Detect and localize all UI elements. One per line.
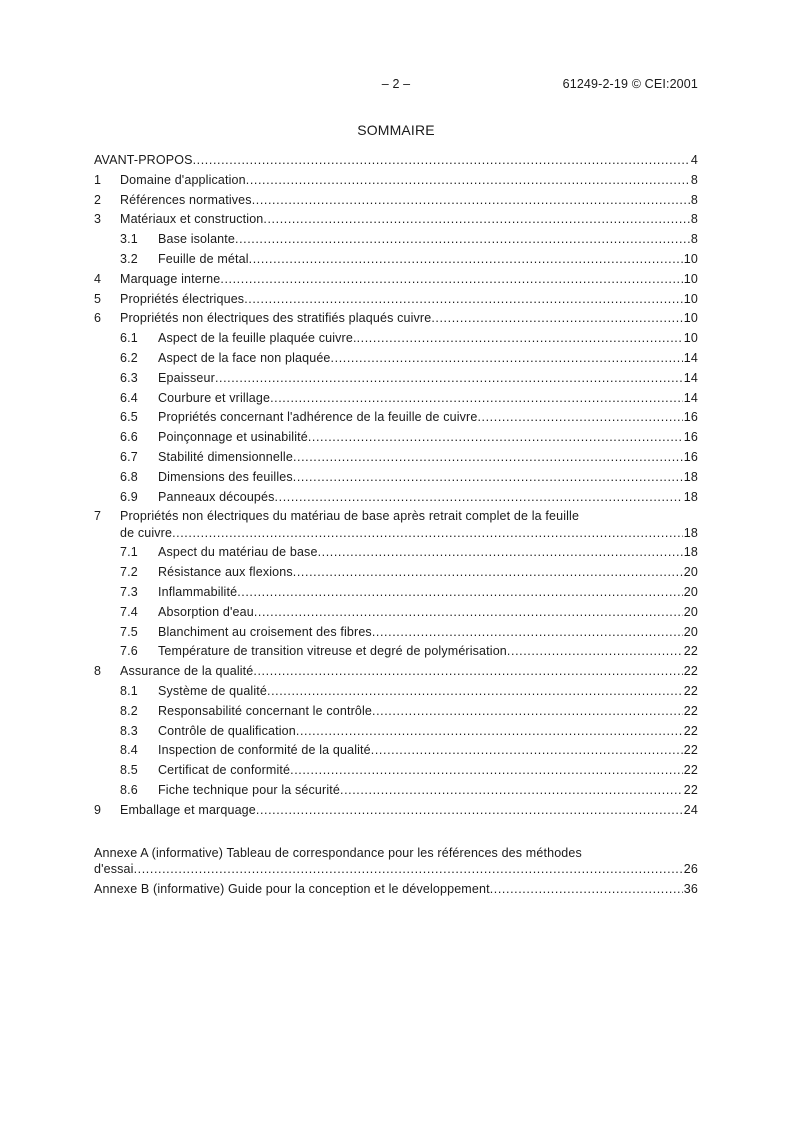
toc-leader-dots [293, 448, 683, 468]
toc-leader-dots [220, 270, 682, 290]
toc-entry-label: Annexe A (informative) Tableau de correspondance pour les références des méthodes [94, 845, 582, 860]
toc-leader-dots [372, 702, 683, 722]
toc-entry[interactable] [94, 507, 698, 543]
toc-entry-page: 10 [683, 251, 698, 266]
toc-entry-page: 22 [683, 782, 698, 797]
toc-entry-page: 8 [690, 212, 698, 227]
toc-entry-number: 6.8 [120, 469, 138, 484]
toc-entry-label: Matériaux et construction [120, 212, 264, 227]
toc-entry-label: Emballage et marquage [120, 802, 256, 817]
toc-entry-number: 3.2 [120, 251, 138, 266]
toc-leader-dots [252, 191, 690, 211]
toc-entry-page: 20 [683, 604, 698, 619]
toc-leader-dots [134, 861, 683, 878]
toc-leader-dots [215, 369, 683, 389]
toc-entry-number: 6.9 [120, 489, 138, 504]
toc-entry-number: 8.3 [120, 723, 138, 738]
toc-entry-number: 8.4 [120, 743, 138, 758]
toc-entry-page: 18 [683, 545, 698, 560]
toc-entry-label: Blanchiment au croisement des fibres [158, 624, 372, 639]
toc-leader-dots [244, 290, 683, 310]
toc-entry-label-continued: d'essai [94, 862, 134, 876]
toc-entry[interactable] [94, 230, 698, 250]
toc-entry-page: 26 [683, 862, 698, 876]
page-header [94, 77, 698, 93]
toc-leader-dots [372, 623, 683, 643]
toc-entry-page: 14 [683, 390, 698, 405]
toc-leader-dots [296, 722, 683, 742]
toc-entry-number: 1 [94, 172, 102, 187]
toc-leader-dots [308, 428, 683, 448]
toc-entry-label: Annexe B (informative) Guide pour la conception et le développement [94, 881, 490, 896]
toc-entry-number: 6 [94, 311, 102, 326]
toc-entry-number: 6.5 [120, 410, 138, 425]
toc-entry[interactable] [94, 543, 698, 563]
toc-entry[interactable] [94, 428, 698, 448]
toc-entry-label: Poinçonnage et usinabilité [158, 430, 308, 445]
toc-entry[interactable] [94, 151, 698, 171]
toc-entry[interactable] [94, 488, 698, 508]
toc-entry-number: 6.2 [120, 350, 138, 365]
toc-entry-number: 8.5 [120, 763, 138, 778]
toc-entry[interactable] [94, 210, 698, 230]
toc-title: SOMMAIRE [357, 122, 435, 138]
toc-entry-page: 22 [683, 683, 698, 698]
toc-entry[interactable] [94, 290, 698, 310]
toc-entry[interactable] [94, 250, 698, 270]
toc-entry[interactable] [94, 191, 698, 211]
toc-entry-number: 7.3 [120, 584, 138, 599]
toc-entry-label: Panneaux découpés [158, 489, 275, 504]
toc-entry-number: 4 [94, 271, 102, 286]
toc-entry-page: 8 [690, 232, 698, 247]
toc-entry-label: Résistance aux flexions [158, 565, 293, 580]
toc-entry-number: 8.1 [120, 683, 138, 698]
toc-leader-dots [275, 488, 683, 508]
toc-entry-label: Aspect du matériau de base [158, 545, 318, 560]
toc-leader-dots [253, 662, 682, 682]
toc-entry[interactable] [94, 408, 698, 428]
toc-entry-number: 6.3 [120, 370, 138, 385]
toc-entry-number: 6.6 [120, 430, 138, 445]
toc-entry-page: 10 [683, 271, 698, 286]
toc-leader-dots [254, 603, 683, 623]
toc-entry-number: 7.1 [120, 545, 138, 560]
toc-leader-dots [263, 210, 689, 230]
toc-entry[interactable] [94, 880, 698, 900]
toc-entry-number: 6.7 [120, 449, 138, 464]
toc-entry-number: 6.1 [120, 331, 138, 346]
toc-leader-dots [507, 642, 683, 662]
toc-leader-dots [357, 329, 683, 349]
toc-entry-number: 7.4 [120, 604, 138, 619]
toc-leader-dots [267, 682, 683, 702]
toc-entry-label: Références normatives [120, 192, 252, 207]
toc-entry-page: 14 [683, 370, 698, 385]
toc-entry-number: 2 [94, 192, 102, 207]
toc-entry-page: 10 [683, 311, 698, 326]
toc-entry[interactable] [94, 781, 698, 801]
toc-leader-dots [318, 543, 683, 563]
toc-entry-line [94, 525, 698, 542]
toc-entry[interactable] [94, 844, 698, 880]
toc-leader-dots [249, 250, 683, 270]
toc-leader-dots [290, 761, 683, 781]
toc-entry-page: 20 [683, 624, 698, 639]
toc-entry-number: 3 [94, 212, 102, 227]
toc-entry-page: 10 [683, 331, 698, 346]
toc-entry-label: Epaisseur [158, 370, 215, 385]
toc-entry-page: 18 [683, 489, 698, 504]
toc-entry-page: 8 [690, 172, 698, 187]
toc-leader-dots [331, 349, 683, 369]
toc-leader-dots [237, 583, 683, 603]
toc-entry-label: Courbure et vrillage [158, 390, 271, 405]
toc-entry-label: AVANT-PROPOS [94, 153, 193, 167]
toc-leader-dots [172, 525, 683, 542]
toc-entry-label: Assurance de la qualité [120, 664, 254, 679]
toc-entry-number: 7.5 [120, 624, 138, 639]
toc-entry-label: Domaine d'application [120, 172, 246, 187]
toc-entry[interactable] [94, 309, 698, 329]
toc-entry-number: 7 [94, 509, 102, 524]
toc-entry-label: Inflammabilité [158, 584, 238, 599]
toc-entry-page: 4 [690, 153, 698, 167]
toc-leader-dots [246, 171, 690, 191]
toc-entry[interactable] [94, 329, 698, 349]
toc-entry-page: 22 [683, 763, 698, 778]
toc-entry-label: Propriétés électriques [120, 291, 245, 306]
toc-entry[interactable] [94, 642, 698, 662]
toc-entry-page: 22 [683, 664, 698, 679]
toc-entry-label: Propriétés non électriques du matériau de base après retrait complet de la feuille [120, 509, 580, 524]
toc-entry-page: 16 [683, 410, 698, 425]
toc-entry-page: 20 [683, 584, 698, 599]
toc-entry-line [94, 861, 698, 878]
toc-entry-label: Contrôle de qualification [158, 723, 296, 738]
table-of-contents [94, 151, 698, 899]
toc-entry-page: 22 [683, 644, 698, 659]
toc-entry-page: 24 [683, 802, 698, 817]
toc-entry[interactable] [94, 468, 698, 488]
page-number: – 2 – [381, 77, 411, 91]
toc-entry[interactable] [94, 171, 698, 191]
toc-leader-dots [477, 408, 682, 428]
toc-entry-label: Dimensions des feuilles [158, 469, 293, 484]
toc-entry[interactable] [94, 349, 698, 369]
toc-entry[interactable] [94, 563, 698, 583]
toc-entry-page: 10 [683, 291, 698, 306]
document-reference: 61249-2-19 © CEI:2001 [562, 77, 698, 91]
toc-entry-label: Certificat de conformité [158, 763, 291, 778]
toc-entry-label: Base isolante [158, 232, 235, 247]
toc-leader-dots [293, 468, 683, 488]
toc-entry-label: Absorption d'eau [158, 604, 254, 619]
toc-leader-dots [490, 880, 683, 900]
toc-entry-number: 3.1 [120, 232, 138, 247]
toc-entry-page: 14 [683, 350, 698, 365]
toc-entry-number: 5 [94, 291, 102, 306]
toc-entry-label: Propriétés non électriques des stratifiés plaqués cuivre [120, 311, 432, 326]
toc-entry-label: Propriétés concernant l'adhérence de la feuille de cuivre [158, 410, 478, 425]
toc-entry-page: 36 [683, 881, 698, 896]
toc-entry-number: 6.4 [120, 390, 138, 405]
toc-leader-dots [193, 151, 690, 171]
toc-entry-label: Fiche technique pour la sécurité [158, 782, 340, 797]
toc-entry[interactable] [94, 270, 698, 290]
toc-entry[interactable] [94, 583, 698, 603]
toc-entry-page: 18 [683, 525, 698, 540]
toc-entry[interactable] [94, 603, 698, 623]
toc-entry-page: 8 [690, 192, 698, 207]
toc-entry-label: Aspect de la face non plaquée [158, 350, 331, 365]
toc-entry-page: 16 [683, 430, 698, 445]
toc-entry-label: Système de qualité [158, 683, 268, 698]
toc-entry-page: 22 [683, 743, 698, 758]
toc-entry-number: 7.6 [120, 644, 138, 659]
toc-entry[interactable] [94, 801, 698, 821]
toc-leader-dots [431, 309, 682, 329]
toc-entry-label: Responsabilité concernant le contrôle [158, 703, 373, 718]
toc-entry-number: 7.2 [120, 565, 138, 580]
toc-entry[interactable] [94, 702, 698, 722]
toc-entry-label-continued: de cuivre [120, 525, 173, 540]
toc-entry[interactable] [94, 662, 698, 682]
toc-entry-label: Marquage interne [120, 271, 221, 286]
toc-entry-number: 9 [94, 802, 102, 817]
toc-entry-number: 8.6 [120, 782, 138, 797]
toc-leader-dots [270, 389, 683, 409]
toc-entry-page: 18 [683, 469, 698, 484]
toc-entry-label: Inspection de conformité de la qualité [158, 743, 371, 758]
toc-entry-page: 22 [683, 723, 698, 738]
toc-entry[interactable] [94, 389, 698, 409]
toc-entry[interactable] [94, 741, 698, 761]
toc-entry[interactable] [94, 722, 698, 742]
toc-entry-number: 8 [94, 664, 102, 679]
toc-leader-dots [256, 801, 683, 821]
toc-leader-dots [340, 781, 683, 801]
toc-entry[interactable] [94, 682, 698, 702]
toc-entry-label: Température de transition vitreuse et degré de polymérisation [158, 644, 507, 659]
toc-entry-page: 22 [683, 703, 698, 718]
toc-entry-line [94, 845, 698, 862]
toc-entry-page: 20 [683, 565, 698, 580]
toc-leader-dots [371, 741, 683, 761]
toc-entry-number: 8.2 [120, 703, 138, 718]
toc-entry[interactable] [94, 761, 698, 781]
toc-entry-line [94, 508, 698, 525]
toc-entry-label: Stabilité dimensionnelle [158, 449, 293, 464]
toc-entry-label: Aspect de la feuille plaquée cuivre. [158, 331, 357, 346]
toc-leader-dots [235, 230, 690, 250]
toc-entry[interactable] [94, 448, 698, 468]
toc-entry[interactable] [94, 369, 698, 389]
toc-entry-page: 16 [683, 449, 698, 464]
toc-entry[interactable] [94, 623, 698, 643]
toc-leader-dots [293, 563, 683, 583]
toc-entry-label: Feuille de métal [158, 251, 249, 266]
